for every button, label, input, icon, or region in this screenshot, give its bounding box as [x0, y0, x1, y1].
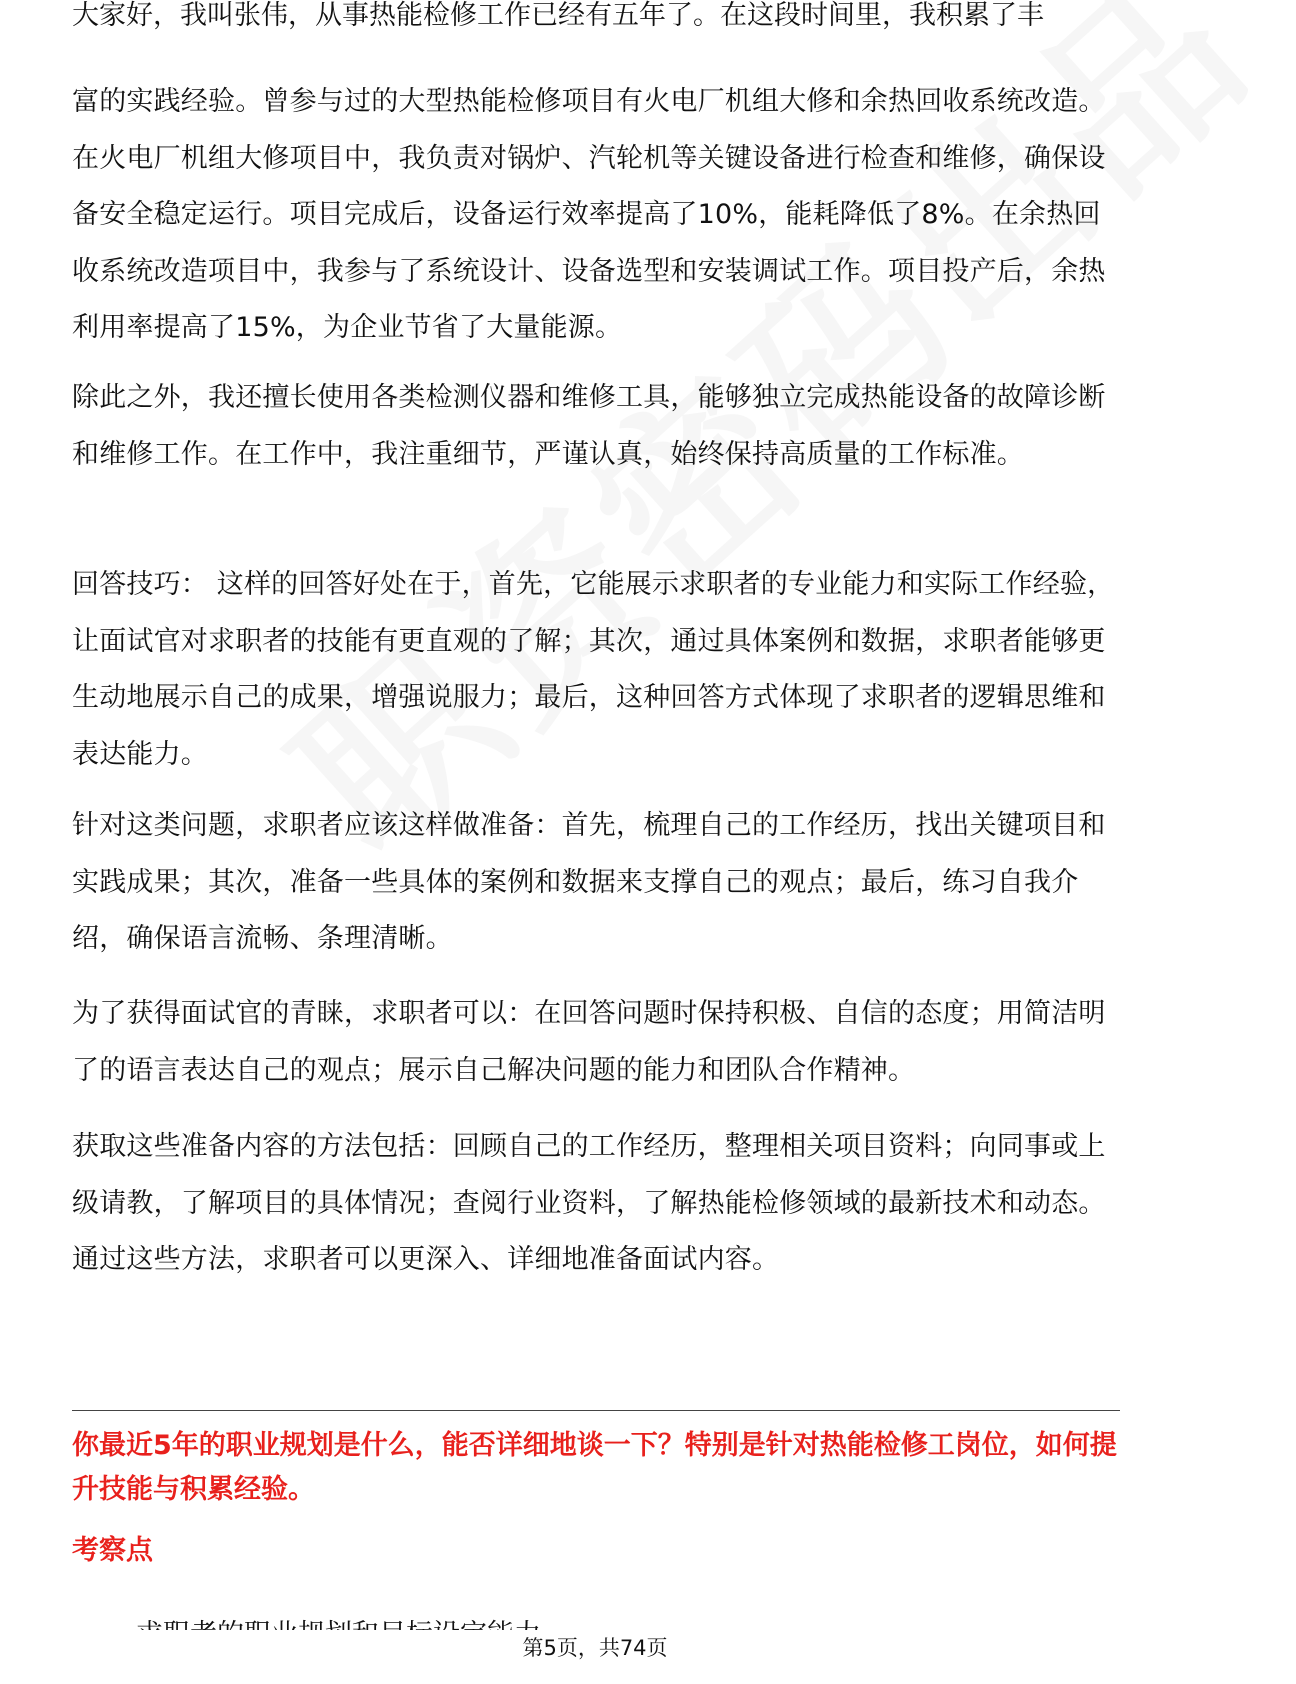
page-number-footer: 第5页，共74页	[0, 1630, 1190, 1662]
interview-question: 你最近5年的职业规划是什么，能否详细地谈一下？特别是针对热能检修工岗位，如何提升技能与积累经验。	[72, 1430, 1117, 1505]
paragraph-impress-interviewer: 为了获得面试官的青睐，求职者可以：在回答问题时保持积极、自信的态度；用简洁明了的语言表达自己的观点；展示自己解决问题的能力和团队合作精神。	[72, 998, 1106, 1086]
section-divider	[72, 1410, 1120, 1411]
paragraph-experience: 富的实践经验。曾参与过的大型热能检修项目有火电厂机组大修和余热回收系统改造。在火电厂机组大修项目中，我负责对锅炉、汽轮机等关键设备进行检查和维修，确保设备安全稳定运行。项目完成后，设备运行效率提高了10%，能耗降低了8%。在余热回收系统改造项目中，我参与了系统设计、设备选型和安装调试工作。项目投产后，余热利用率提高了15%，为企业节省了大量能源。	[72, 86, 1106, 343]
paragraph-methods: 获取这些准备内容的方法包括：回顾自己的工作经历，整理相关项目资料；向同事或上级请教，了解项目的具体情况；查阅行业资料，了解热能检修领域的最新技术和动态。通过这些方法，求职者可以更深入、详细地准备面试内容。	[72, 1131, 1106, 1275]
section-heading-focus-points: 考察点	[72, 1535, 153, 1566]
paragraph-skills: 除此之外，我还擅长使用各类检测仪器和维修工具，能够独立完成热能设备的故障诊断和维修工作。在工作中，我注重细节，严谨认真，始终保持高质量的工作标准。	[72, 382, 1106, 470]
partial-top-line: 大家好，我叫张伟，从事热能检修工作已经有五年了。在这段时间里，我积累了丰	[72, 0, 1044, 31]
paragraph-preparation: 针对这类问题，求职者应该这样做准备：首先，梳理自己的工作经历，找出关键项目和实践成果；其次，准备一些具体的案例和数据来支撑自己的观点；最后，练习自我介绍，确保语言流畅、条理清晰。	[72, 810, 1106, 954]
paragraph-answer-tips: 回答技巧： 这样的回答好处在于，首先，它能展示求职者的专业能力和实际工作经验，让面试官对求职者的技能有更直观的了解；其次，通过具体案例和数据，求职者能够更生动地展示自己的成果，增强说服力；最后，这种回答方式体现了求职者的逻辑思维和表达能力。	[72, 569, 1115, 770]
